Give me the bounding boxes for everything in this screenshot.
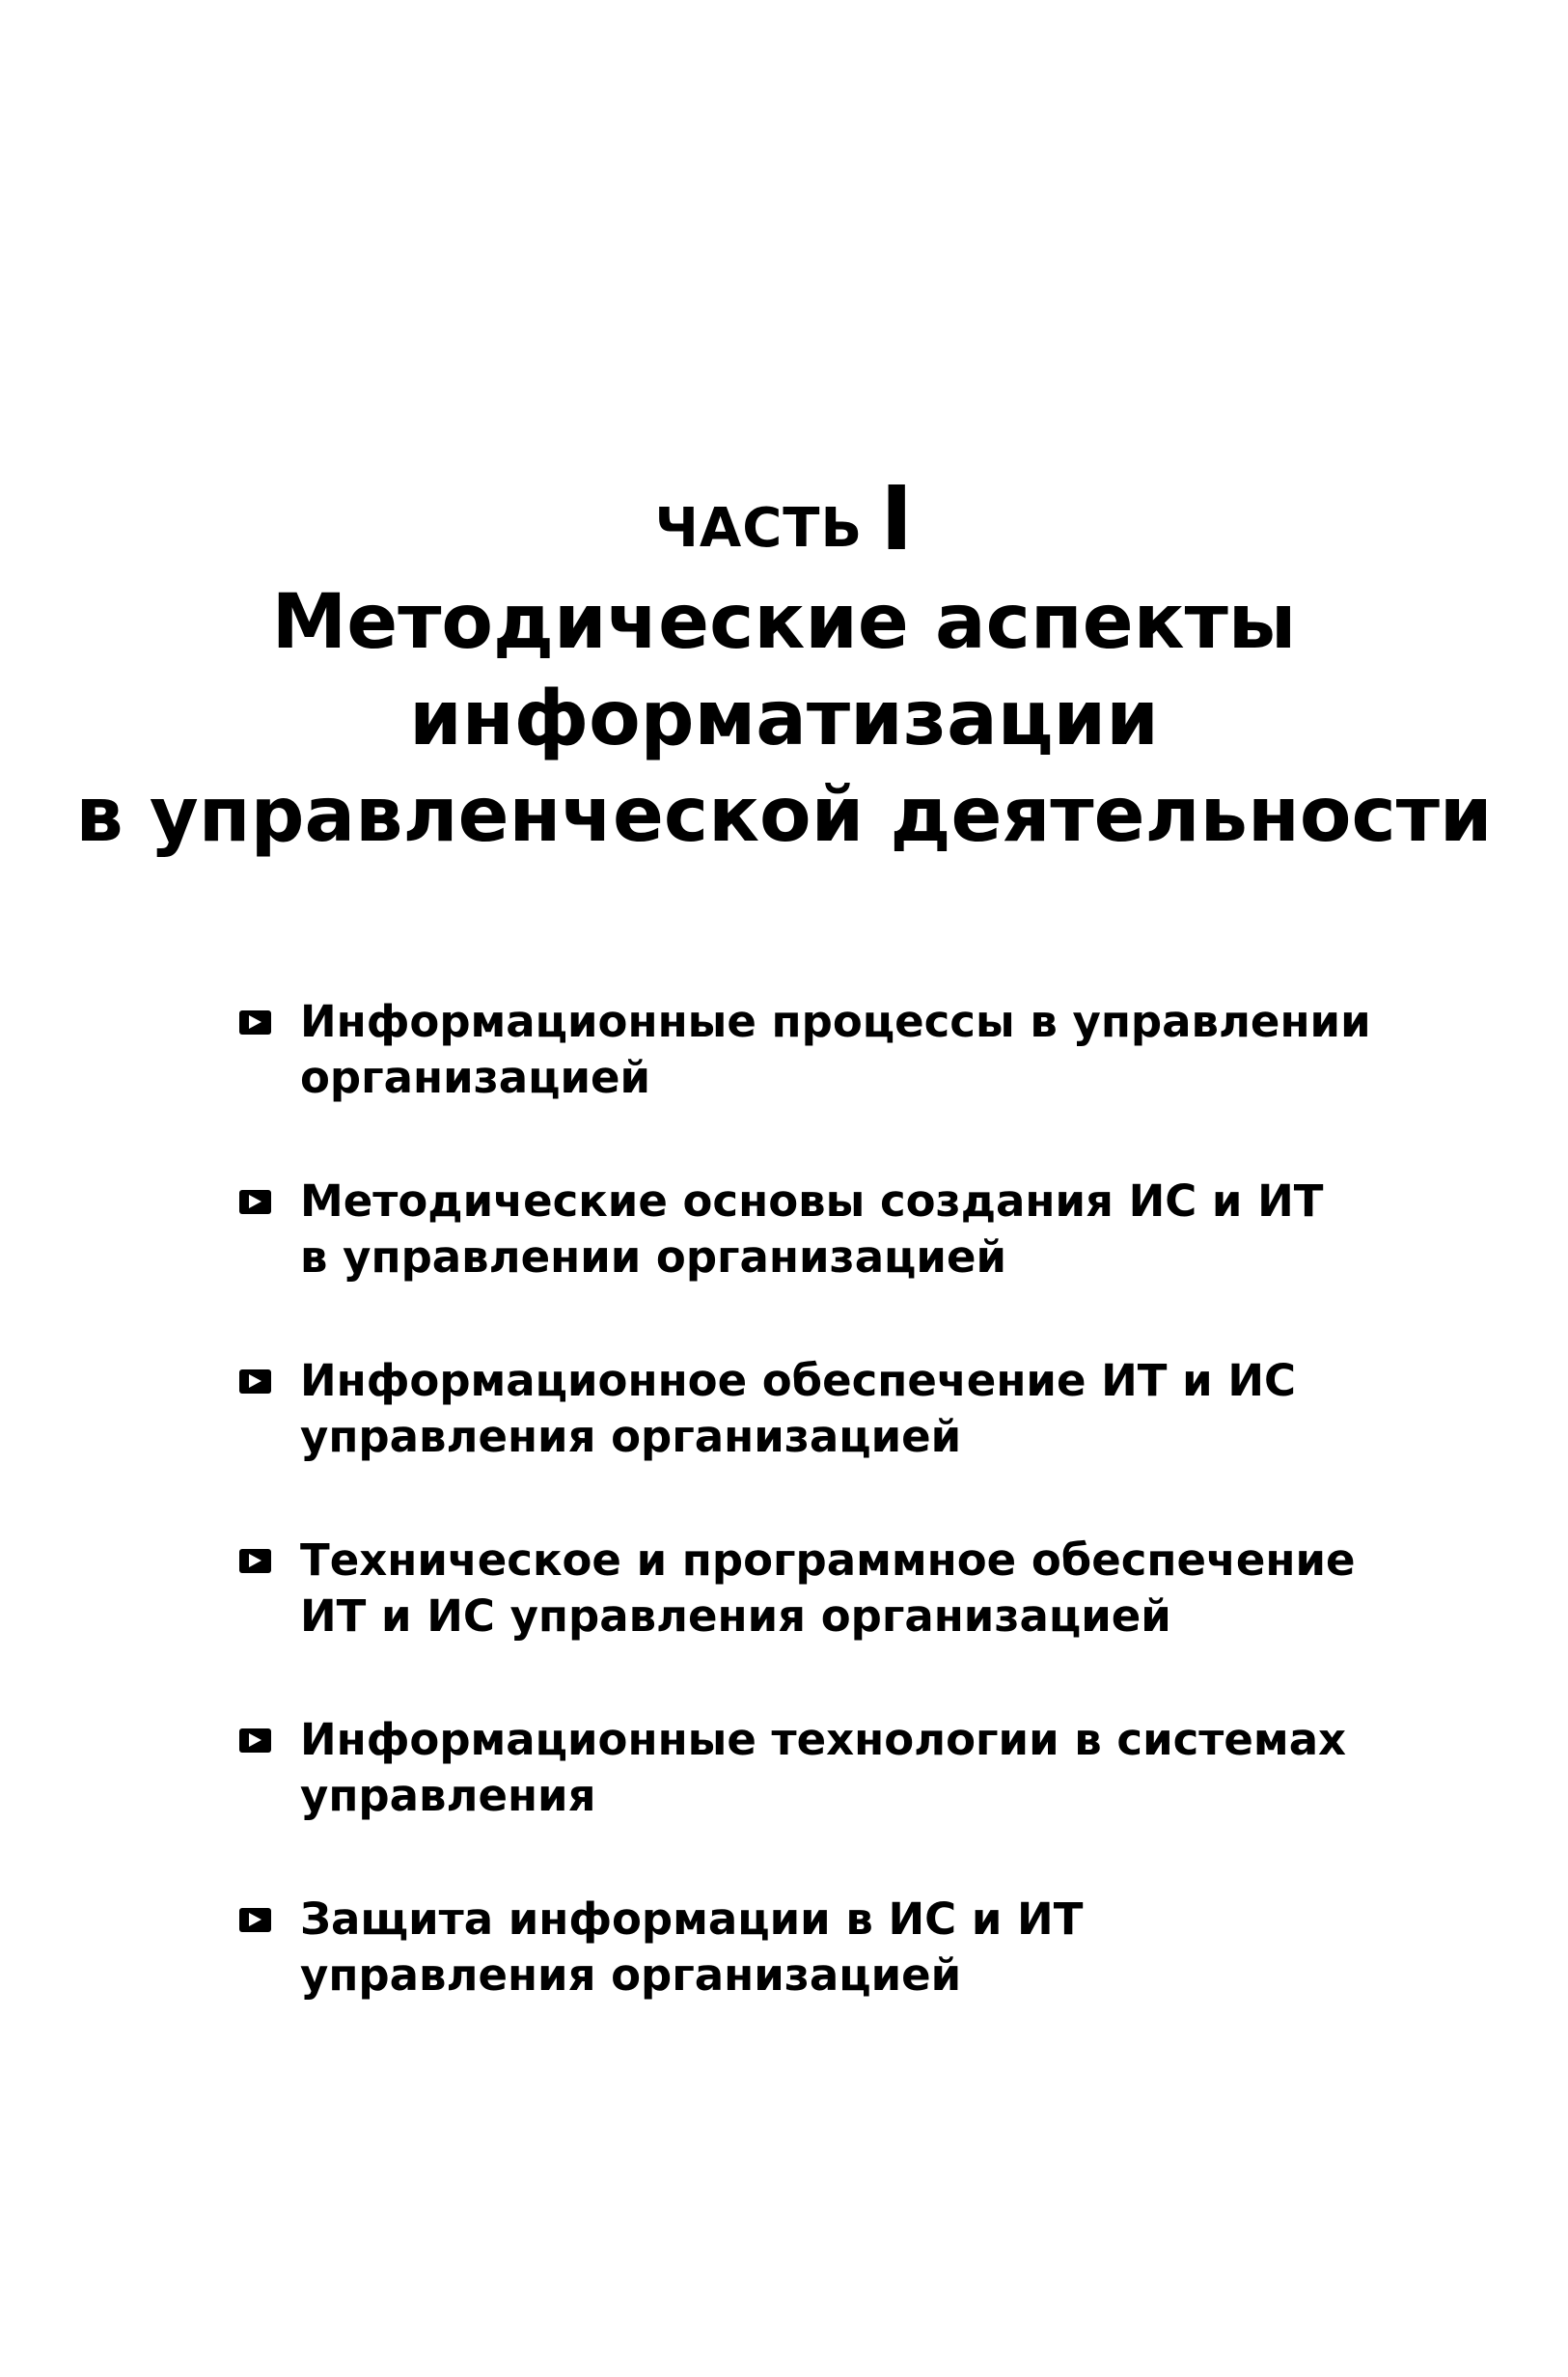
chapter-title-line: ИТ и ИС управления организацией [300,1590,1171,1642]
chapter-title-line: Информационные процессы в управлении [300,996,1371,1047]
chapter-title-line: Техническое и программное обеспечение [300,1534,1356,1586]
right-arrow-box-icon [239,1190,271,1214]
chapter-item [239,1533,1356,1645]
right-arrow-box-icon [239,1908,271,1932]
chapter-item [239,1174,1349,1285]
chapter-item [239,1712,1349,1824]
chapter-title-line: организацией [300,1052,651,1103]
chapter-title [300,1533,1356,1645]
part-title-line: информатизации [409,676,1159,762]
right-arrow-box-icon [239,1728,271,1753]
chapter-title [300,1353,1296,1465]
chapter-title-line: Информационное обеспечение ИТ и ИС [300,1355,1297,1406]
chapter-list [239,994,1371,2071]
chapter-title-line: управления организацией [300,1411,962,1462]
chapter-title-line: Информационные технологии в системах [300,1714,1347,1765]
part-title-line: Методические аспекты [271,579,1297,666]
right-arrow-box-icon [239,1010,271,1035]
right-arrow-box-icon [239,1549,271,1573]
part-title [0,574,1568,864]
chapter-item [239,1892,1349,2004]
chapter-title-line: в управлении организацией [300,1231,1006,1283]
chapter-title-line: Методические основы создания ИС и ИТ [300,1175,1324,1227]
chapter-title-line: Защита информации в ИС и ИТ [300,1893,1084,1945]
chapter-title [300,1892,1083,2004]
right-arrow-box-icon [239,1369,271,1394]
part-label: ЧАСТЬ [654,497,864,560]
chapter-title [300,1712,1346,1824]
chapter-title-line: управления организацией [300,1949,962,2001]
chapter-item [239,994,1371,1106]
chapter-title-line: управления [300,1770,596,1821]
part-numeral: I [880,467,914,570]
part-title-line: в управленческой деятельности [75,772,1493,859]
part-heading [0,467,1568,570]
chapter-item [239,1353,1349,1465]
chapter-title [300,994,1371,1106]
chapter-title [300,1174,1324,1285]
